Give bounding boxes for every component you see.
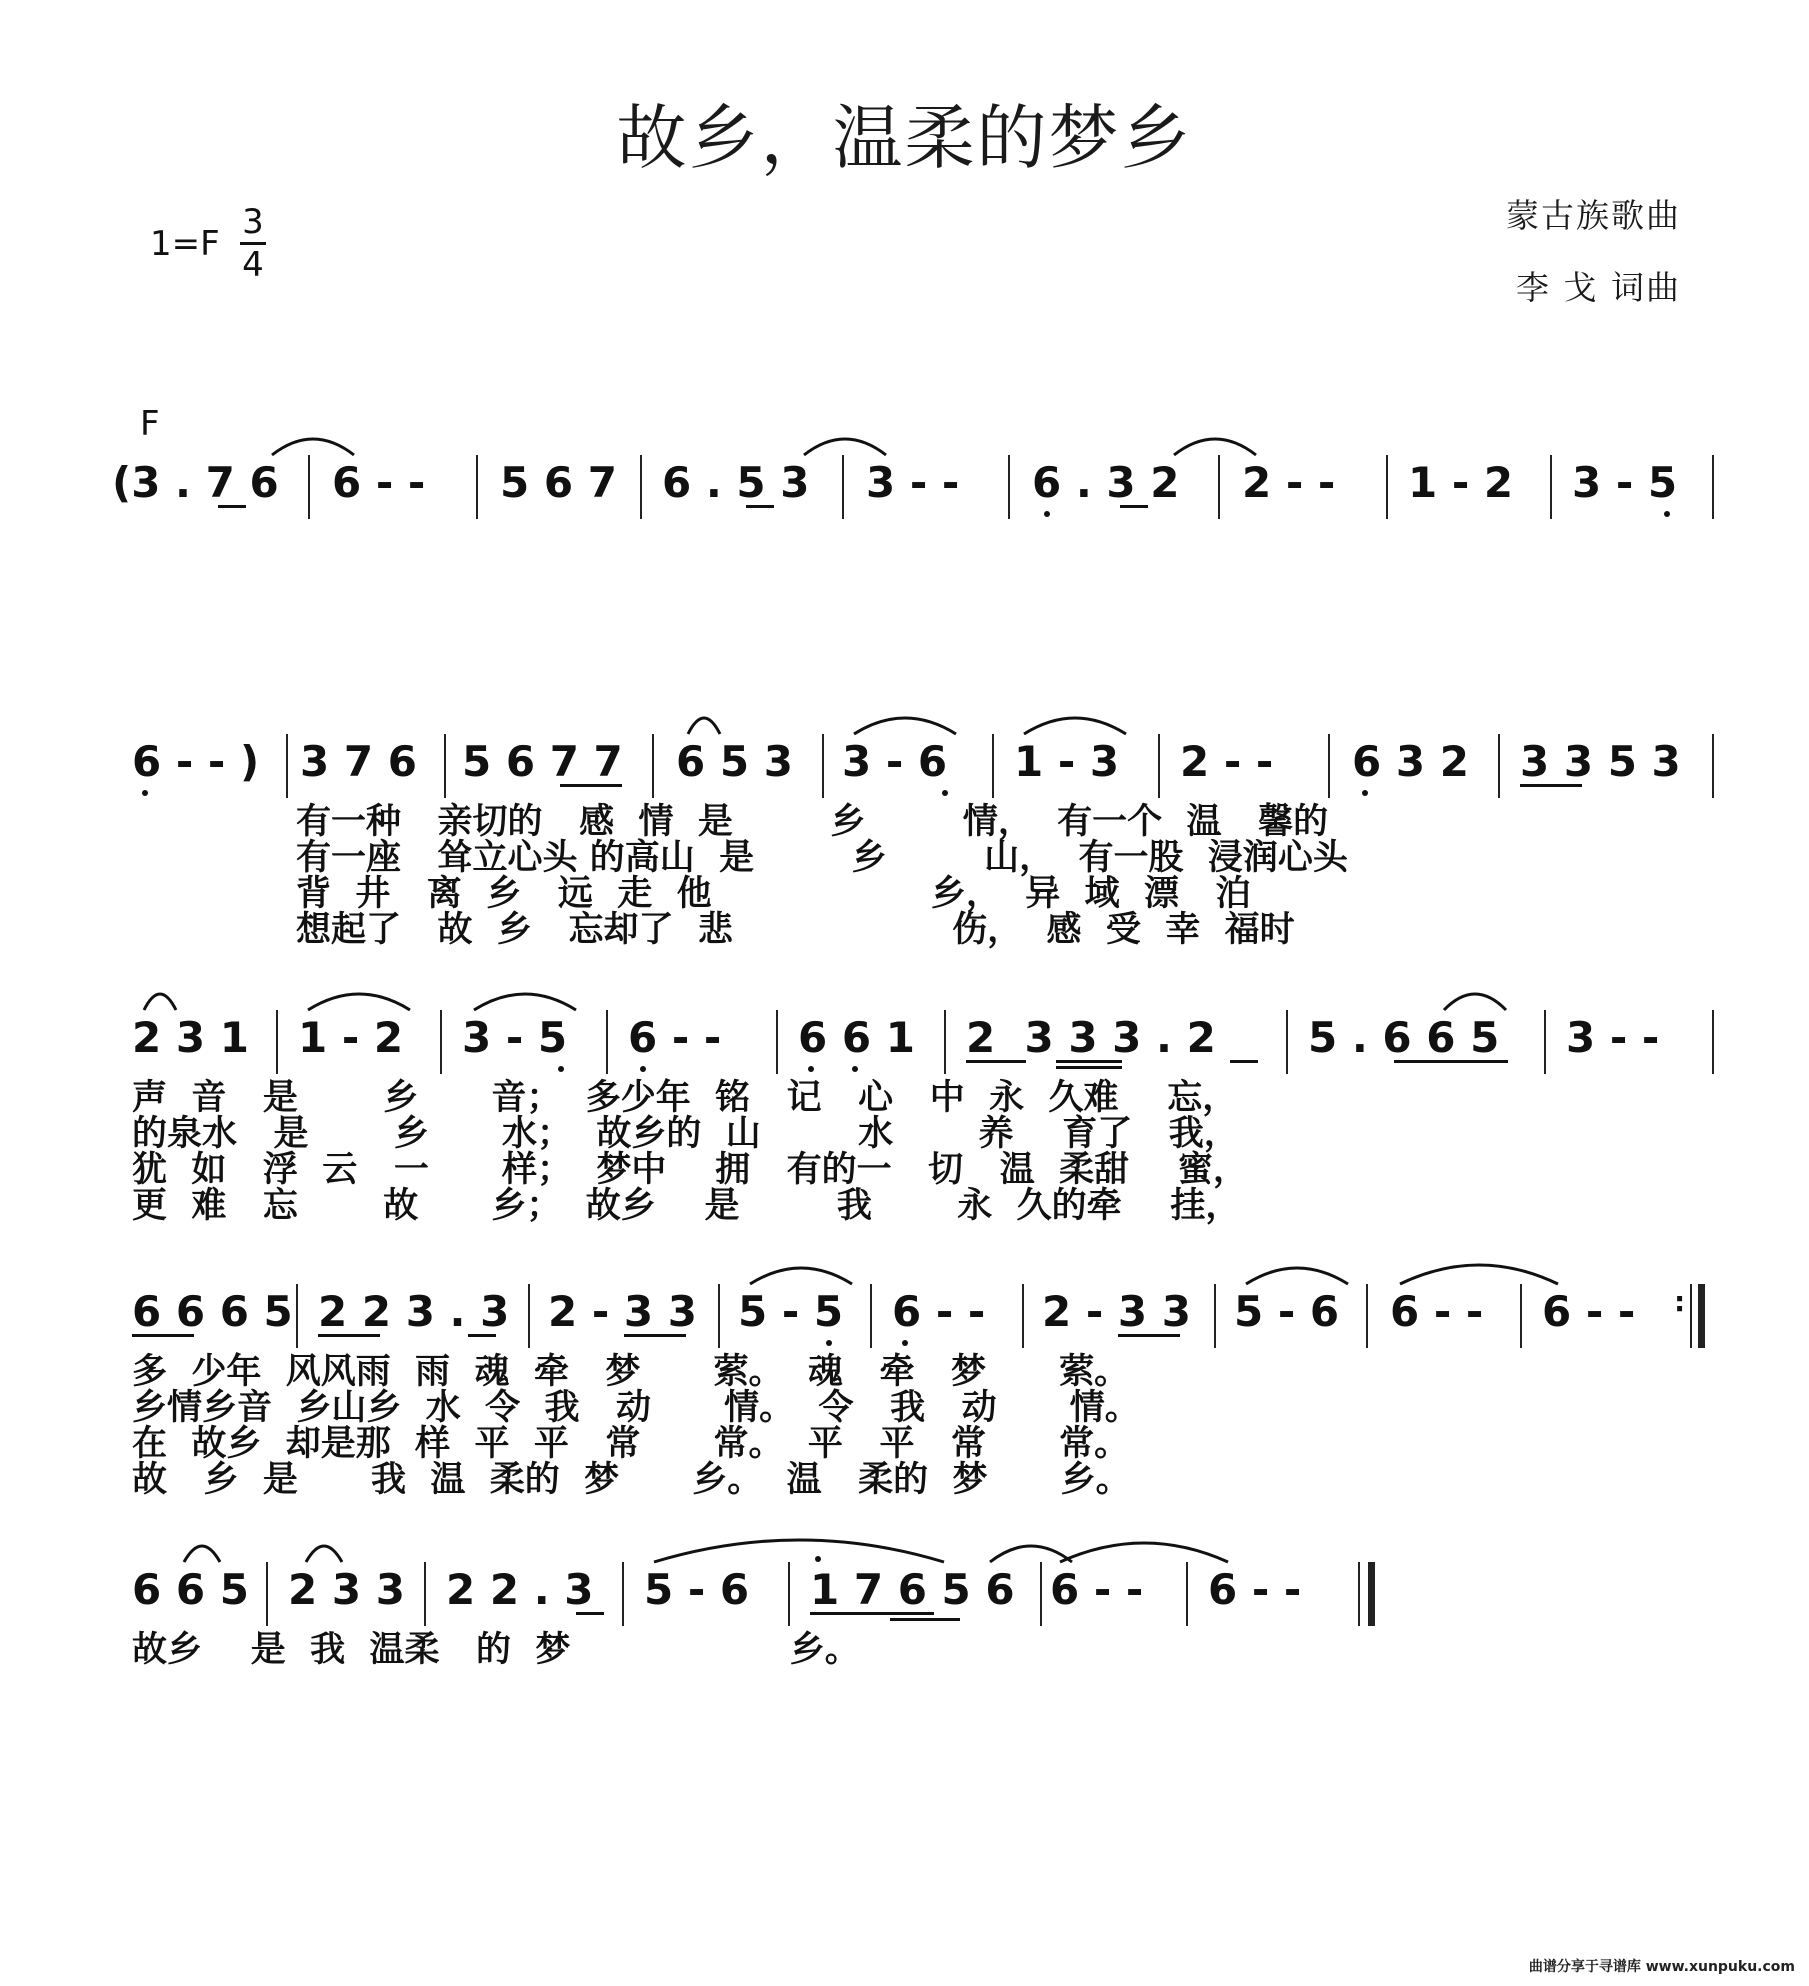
underline [1230, 1060, 1258, 1063]
note-group: (3 . 7 6 [112, 458, 279, 507]
note-group: 2 3 1 [132, 1013, 249, 1062]
underline [1520, 784, 1582, 787]
underline [746, 505, 774, 508]
note-group: 6 . 5 3 [662, 458, 810, 507]
staff-system-5 [0, 1562, 1809, 1670]
barline [286, 734, 288, 798]
lyric-line-4: 故 乡 是 我 温 柔的 梦 乡。 温 柔的 梦 乡。 [132, 1460, 1131, 1500]
underline [576, 1612, 604, 1615]
barline [1218, 455, 1220, 519]
note-group: 1 - 3 [1014, 737, 1120, 786]
lyric-line-2: 乡情乡音 乡山乡 水 令 我 动 情。 令 我 动 情。 [132, 1388, 1140, 1428]
barline [1358, 1562, 1360, 1626]
underline [890, 1618, 960, 1621]
barline [1712, 734, 1714, 798]
underline [624, 1334, 686, 1337]
underline [1394, 1060, 1508, 1063]
tie-arc [1170, 429, 1260, 459]
note-group: 6 - - [1542, 1287, 1636, 1336]
lyric-line-2: 有一座 耸立心头 的高山 是 乡 山， 有一股 浸润心头 [296, 838, 1348, 878]
underline [468, 1334, 496, 1337]
tie-arc [1440, 984, 1510, 1014]
note-group: 5 - 5 [738, 1287, 844, 1336]
barline [1328, 734, 1330, 798]
note-group: 5 - 6 [1234, 1287, 1340, 1336]
barline [1386, 455, 1388, 519]
underline [1056, 1066, 1122, 1069]
lyric-line-4: 想起了 故 乡 忘却了 悲 伤， 感 受 幸 福时 [296, 910, 1295, 950]
barline [870, 1284, 872, 1348]
note-group: 6 5 3 [676, 737, 793, 786]
barline [1544, 1010, 1546, 1074]
tie-arc [304, 984, 414, 1014]
note-group: 6 . 3 2 [1032, 458, 1180, 507]
barline [640, 455, 642, 519]
note-group: 2 - 3 3 [1042, 1287, 1191, 1336]
note-group: 1 - 2 [298, 1013, 404, 1062]
note-group: 3 - 5 [462, 1013, 568, 1062]
lyric-line-1: 故乡 是 我 温柔 的 梦 乡。 [132, 1630, 860, 1670]
barline [528, 1284, 530, 1348]
barline [308, 455, 310, 519]
note-group: 6 - - [628, 1013, 722, 1062]
barline [440, 1010, 442, 1074]
lyric-line-3: 在 故乡 却是那 样 平 平 常 常。 平 平 常 常。 [132, 1424, 1130, 1464]
barline [1550, 455, 1552, 519]
barline [1712, 1010, 1714, 1074]
note-group: 6 - - [332, 458, 426, 507]
low-octave-dot [1664, 511, 1670, 517]
barline [1008, 455, 1010, 519]
barline [842, 455, 844, 519]
note-group: 6 - - ) [132, 737, 260, 786]
barline [1498, 734, 1500, 798]
lyricist-credit: 李 戈 词曲 [1516, 268, 1681, 307]
note-group: 6 - - [1390, 1287, 1484, 1336]
barline [1158, 734, 1160, 798]
repeat-end-barline [1698, 1284, 1705, 1348]
note-group: 6 6 1 [798, 1013, 915, 1062]
barline [266, 1562, 268, 1626]
time-signature-top: 3 [242, 202, 264, 242]
barline [776, 1010, 778, 1074]
lyric-line-3: 背 井 离 乡 远 走 他 乡， 异 域 漂 泊 [296, 874, 1251, 914]
note-group: 2 2 . 3 [446, 1565, 594, 1614]
tie-arc [650, 1528, 948, 1566]
tie-arc [684, 708, 724, 738]
low-octave-dot [902, 1340, 908, 1346]
low-octave-dot [142, 790, 148, 796]
lyric-line-2: 的泉水 是 乡 水； 故乡的 山 水 养 育了 我， [132, 1114, 1239, 1154]
tie-arc [1242, 1258, 1352, 1288]
note-group: 6 6 6 5 [132, 1287, 293, 1336]
barline [1286, 1010, 1288, 1074]
tie-arc [140, 984, 180, 1014]
staff-system-3 [0, 1010, 1809, 1226]
barline [1214, 1284, 1216, 1348]
key-signature: 1=F [150, 224, 220, 264]
barline [1366, 1284, 1368, 1348]
song-title: 故乡，温柔的梦乡 [616, 97, 1193, 179]
tie-arc [1056, 1532, 1232, 1566]
note-group: 6 3 2 [1352, 737, 1469, 786]
underline [1056, 1060, 1122, 1063]
barline [822, 734, 824, 798]
barline [788, 1562, 790, 1626]
underline [318, 1334, 380, 1337]
underline [1118, 1334, 1180, 1337]
tie-arc [302, 1536, 346, 1566]
composer-credit: 蒙古族歌曲 [1506, 196, 1681, 235]
barline [718, 1284, 720, 1348]
note-group: 1 - 2 [1408, 458, 1514, 507]
barline [1712, 455, 1714, 519]
low-octave-dot [942, 790, 948, 796]
time-signature [238, 202, 268, 285]
note-group: 3 7 6 [300, 737, 417, 786]
note-group: 5 6 7 7 [462, 737, 623, 786]
time-signature-bottom: 4 [242, 245, 264, 285]
staff-system-2 [0, 734, 1809, 950]
low-octave-dot [826, 1340, 832, 1346]
note-group: 3 3 5 3 [1520, 737, 1681, 786]
barline [944, 1010, 946, 1074]
barline [606, 1010, 608, 1074]
tie-arc [1396, 1254, 1562, 1288]
low-octave-dot [852, 1066, 858, 1072]
barline [1022, 1284, 1024, 1348]
underline [132, 1334, 194, 1337]
low-octave-dot [1362, 790, 1368, 796]
note-group: 3 - 6 [842, 737, 948, 786]
barline [424, 1562, 426, 1626]
staff-system-1 [0, 455, 1809, 517]
chord-symbol: F [140, 404, 160, 444]
low-octave-dot [640, 1066, 646, 1072]
note-group: 2 - - [1180, 737, 1274, 786]
note-group: 1 7 6 5 6 [810, 1565, 1015, 1614]
barline [444, 734, 446, 798]
barline [1186, 1562, 1188, 1626]
final-barline [1368, 1562, 1375, 1626]
watermark-footer: 曲谱分享于寻谱库 www.xunpuku.com [1528, 1959, 1795, 1975]
note-group: 2 2 3 . 3 [318, 1287, 510, 1336]
barline [1040, 1562, 1042, 1626]
low-octave-dot [558, 1066, 564, 1072]
barline [296, 1284, 298, 1348]
barline [992, 734, 994, 798]
lyric-line-1: 声 音 是 乡 音； 多少年 铭 记 心 中 永 久难 忘， [132, 1078, 1238, 1118]
note-group: 5 - 6 [644, 1565, 750, 1614]
tie-arc [1020, 708, 1130, 738]
barline [476, 455, 478, 519]
note-group: 5 . 6 6 5 [1308, 1013, 1500, 1062]
tie-arc [746, 1258, 856, 1288]
barline [1690, 1284, 1692, 1348]
tie-arc [268, 429, 358, 459]
tie-arc [850, 708, 960, 738]
note-group: 3 - - [1566, 1013, 1660, 1062]
repeat-dots: : [1674, 1285, 1686, 1318]
lyric-line-1: 有一种 亲切的 感 情 是 乡 情， 有一个 温 馨的 [296, 802, 1329, 842]
underline [560, 784, 622, 787]
barline [652, 734, 654, 798]
note-group: 6 - - [1208, 1565, 1302, 1614]
underline [810, 1612, 934, 1615]
barline [1520, 1284, 1522, 1348]
note-group: 3 - 5 [1572, 458, 1678, 507]
note-group: 2 3 3 3 . 2 [966, 1013, 1216, 1062]
low-octave-dot [808, 1066, 814, 1072]
note-group: 5 6 7 [500, 458, 617, 507]
barline [276, 1010, 278, 1074]
note-group: 2 - 3 3 [548, 1287, 697, 1336]
lyric-line-1: 多 少年 风风雨 雨 魂 牵 梦 萦。 魂 牵 梦 萦。 [132, 1352, 1130, 1392]
note-group: 6 6 5 [132, 1565, 249, 1614]
note-group: 2 - - [1242, 458, 1336, 507]
underline [218, 505, 246, 508]
tie-arc [180, 1536, 224, 1566]
barline [622, 1562, 624, 1626]
note-group: 6 - - [892, 1287, 986, 1336]
tie-arc [470, 984, 580, 1014]
note-group: 2 3 3 [288, 1565, 405, 1614]
low-octave-dot [1044, 511, 1050, 517]
staff-system-4 [0, 1284, 1809, 1500]
tie-arc [800, 429, 890, 459]
underline [1120, 505, 1148, 508]
underline [966, 1060, 1026, 1063]
note-group: 3 - - [866, 458, 960, 507]
lyric-line-4: 更 难 忘 故 乡； 故乡 是 我 永 久的牵 挂， [132, 1186, 1241, 1226]
note-group: 6 - - [1050, 1565, 1144, 1614]
lyric-line-3: 犹 如 浮 云 一 样； 梦中 拥 有的一 切 温 柔甜 蜜， [132, 1150, 1248, 1190]
